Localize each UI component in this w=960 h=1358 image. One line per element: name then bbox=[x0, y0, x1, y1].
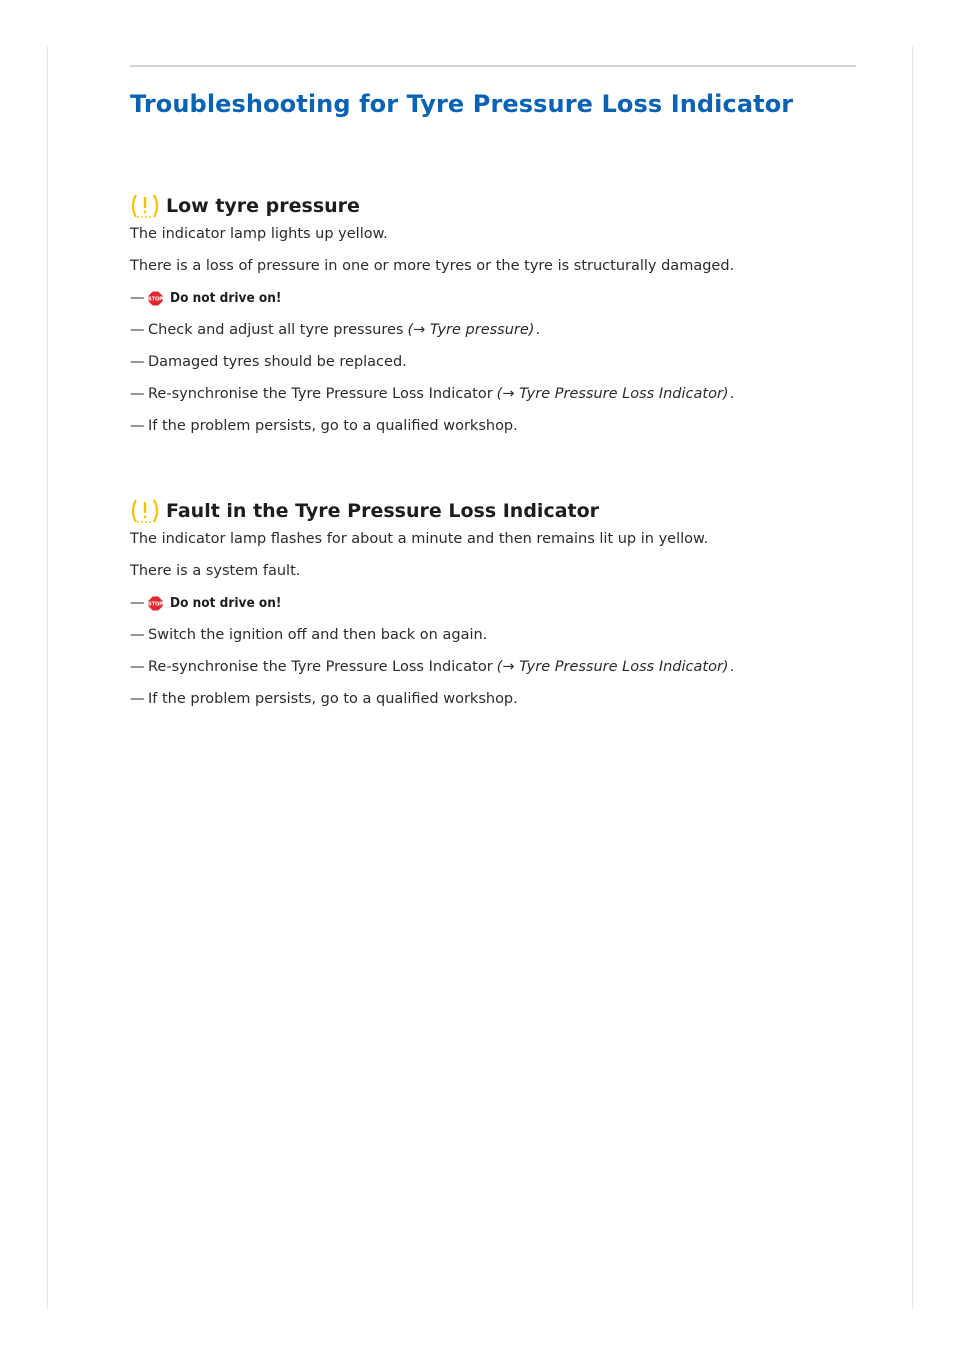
step-text: Re-synchronise the Tyre Pressure Loss Indicator bbox=[148, 386, 493, 402]
cross-reference-link[interactable]: (→ Tyre Pressure Loss Indicator) bbox=[496, 386, 729, 402]
step-end: . bbox=[729, 659, 735, 675]
dash: — bbox=[130, 386, 145, 402]
page-title: Troubleshooting for Tyre Pressure Loss Indicator bbox=[130, 90, 794, 118]
section-low-tyre-pressure bbox=[130, 190, 890, 450]
step-text: Re-synchronise the Tyre Pressure Loss Indicator bbox=[148, 659, 493, 675]
warning-text: Do not drive on! bbox=[170, 290, 282, 306]
dash: — bbox=[130, 322, 145, 338]
section-heading: Low tyre pressure bbox=[166, 195, 360, 217]
section-fault-indicator bbox=[130, 495, 890, 723]
page-border-left bbox=[47, 46, 48, 1310]
section-heading: Fault in the Tyre Pressure Loss Indicator bbox=[166, 500, 600, 522]
list-item bbox=[130, 386, 890, 402]
list-item bbox=[130, 418, 890, 434]
step-text: Damaged tyres should be replaced. bbox=[148, 354, 407, 370]
section-paragraph: There is a system fault. bbox=[130, 563, 301, 579]
page-border-right bbox=[912, 46, 913, 1310]
header-rule bbox=[130, 65, 856, 67]
dash: — bbox=[130, 290, 145, 306]
section-paragraph: There is a loss of pressure in one or more tyres or the tyre is structurally damaged. bbox=[130, 258, 735, 274]
list-item bbox=[130, 659, 890, 675]
tyre-pressure-warning-icon bbox=[130, 498, 160, 524]
dash: — bbox=[130, 354, 145, 370]
stop-sign-label: STOP bbox=[148, 296, 163, 303]
list-item bbox=[130, 354, 890, 370]
stop-sign-icon bbox=[148, 596, 163, 611]
step-text: If the problem persists, go to a qualified workshop. bbox=[148, 418, 518, 434]
list-item bbox=[130, 627, 890, 643]
warning-step bbox=[130, 595, 890, 611]
section-heading-row bbox=[130, 190, 890, 222]
dash: — bbox=[130, 418, 145, 434]
warning-step bbox=[130, 290, 890, 306]
stop-sign-label: STOP bbox=[148, 601, 163, 608]
cross-reference-link[interactable]: (→ Tyre Pressure Loss Indicator) bbox=[496, 659, 729, 675]
list-item bbox=[130, 691, 890, 707]
dash: — bbox=[130, 691, 145, 707]
warning-text: Do not drive on! bbox=[170, 595, 282, 611]
stop-sign-icon bbox=[148, 291, 163, 306]
cross-reference-link[interactable]: (→ Tyre pressure) bbox=[407, 322, 535, 338]
dash: — bbox=[130, 595, 145, 611]
section-heading-row bbox=[130, 495, 890, 527]
tyre-pressure-warning-icon bbox=[130, 193, 160, 219]
dash: — bbox=[130, 627, 145, 643]
step-end: . bbox=[729, 386, 735, 402]
section-paragraph: The indicator lamp lights up yellow. bbox=[130, 226, 388, 242]
step-text: If the problem persists, go to a qualified workshop. bbox=[148, 691, 518, 707]
dash: — bbox=[130, 659, 145, 675]
step-text: Check and adjust all tyre pressures bbox=[148, 322, 404, 338]
step-text: Switch the ignition off and then back on again. bbox=[148, 627, 488, 643]
step-end: . bbox=[535, 322, 541, 338]
section-paragraph: The indicator lamp flashes for about a minute and then remains lit up in yellow. bbox=[130, 531, 709, 547]
list-item bbox=[130, 322, 890, 338]
